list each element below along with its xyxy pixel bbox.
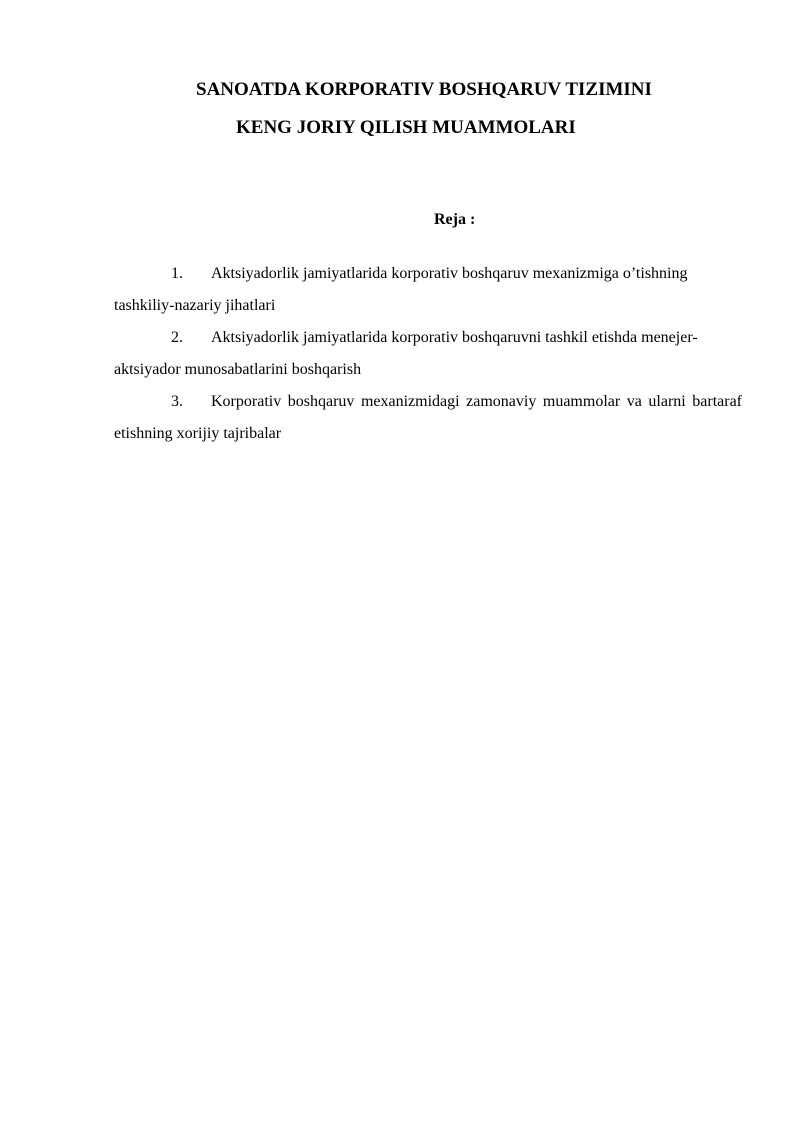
document-title-line-1: SANOATDA KORPORATIV BOSHQARUV TIZIMINI (196, 79, 652, 100)
plan-list (114, 258, 742, 450)
plan-item-text: Aktsiyadorlik jamiyatlarida korporativ boshqaruv mexanizmiga o’tishning tashkiliy-nazariy jihatlari (114, 265, 688, 314)
plan-item-2 (114, 322, 742, 386)
plan-item-text: Aktsiyadorlik jamiyatlarida korporativ boshqaruvni tashkil etishda menejer-aktsiyador munosabatlarini boshqarish (114, 329, 698, 378)
document-title-line-2: KENG JORIY QILISH MUAMMOLARI (236, 117, 576, 138)
plan-item-3 (114, 386, 742, 450)
plan-item-number: 1. (171, 265, 183, 282)
plan-item-number: 2. (171, 329, 183, 346)
plan-heading: Reja : (434, 211, 476, 228)
plan-item-number: 3. (171, 393, 183, 410)
plan-item-1 (114, 258, 742, 322)
plan-item-text: Korporativ boshqaruv mexanizmidagi zamonaviy muammolar va ularni bartaraf etishning xorijiy tajribalar (114, 393, 742, 442)
